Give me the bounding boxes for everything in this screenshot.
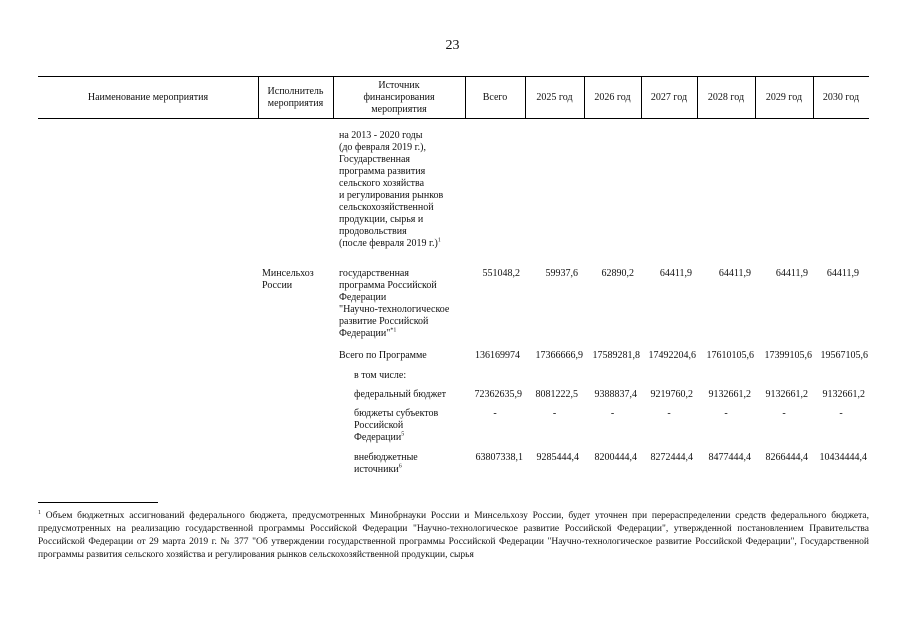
table-cell: 17399105,6 bbox=[764, 350, 812, 361]
table-cell: 9285444,4 bbox=[536, 452, 579, 463]
footnote-ref: 5 bbox=[401, 431, 405, 438]
table-cell: 9388837,4 bbox=[594, 389, 637, 400]
table-cell: 8477444,4 bbox=[708, 452, 751, 463]
table-cell: 17589281,8 bbox=[592, 350, 640, 361]
table-cell: - bbox=[552, 408, 557, 419]
page-number: 23 bbox=[445, 38, 460, 53]
total-row-label: Всего по Программе bbox=[339, 350, 427, 361]
table-cell: 64411,9 bbox=[659, 268, 692, 279]
header-year-2026: 2026 год bbox=[594, 92, 631, 103]
header-year-2029: 2029 год bbox=[765, 92, 803, 103]
table-cell: 8200444,4 bbox=[594, 452, 637, 463]
table-cell: 10434444,4 bbox=[819, 452, 867, 463]
table-cell: - bbox=[493, 408, 497, 419]
footnote-ref: 1 bbox=[437, 237, 441, 244]
table-cell: - bbox=[839, 408, 843, 419]
header-executor: Исполнитель мероприятия bbox=[267, 86, 324, 109]
table-cell: - bbox=[667, 408, 671, 419]
table-cell: 9132661,2 bbox=[708, 389, 751, 400]
table-header-bottom-rule bbox=[38, 118, 869, 119]
footnote-ref: 6 bbox=[398, 463, 402, 470]
footnote-text: Объем бюджетных ассигнований федерального бюджета, предусмотренных Минобрнауки России и Минсельхозу России, будет уточнен при перераспределении средств федерального бюджета, предусмотренных на реализацию государственной программы Российской Федерации "Научно-технологическое развитие Российской Федерации", утвержденной постановлением Правительства Российской Федерации от 29 марта 2019 г. № 377 "Об утверждении государственной программы Российской Федерации "Научно-технологическое развитие Российской Федерации", Государственной программы развития сельского хозяйства и регулирования рынков сельскохозяйственной продукции, сырья bbox=[38, 511, 869, 560]
header-activity-name: Наименование мероприятия bbox=[87, 92, 209, 103]
table-cell: 9132661,2 bbox=[765, 389, 808, 400]
extrabudgetary-row-label: внебюджетные источники$^6$ bbox=[354, 452, 418, 475]
table-cell: 17492204,6 bbox=[648, 350, 696, 361]
header-year-2027: 2027 год bbox=[650, 92, 688, 103]
table-cell: 9132661,2 bbox=[822, 389, 865, 400]
footnote-ref: 1 bbox=[38, 509, 41, 516]
header-funding-source: Источник финансирования мероприятия bbox=[363, 80, 435, 115]
table-cell: - bbox=[610, 408, 615, 419]
table-cell: 17366666,9 bbox=[535, 350, 583, 361]
table-cell: 8272444,4 bbox=[650, 452, 693, 463]
table-cell: 17610105,6 bbox=[706, 350, 754, 361]
funding-source-continuation: на 2013 - 2020 годы (до февраля 2019 г.), Государственная программа развития сельского хозяйства и регулирования рынков сельскохозяйственной продукции, сырья и продовольствия (после февраля 2019 г.)$^1$ bbox=[339, 130, 444, 249]
table-cell: 64411,9 bbox=[775, 268, 808, 279]
table-cell: 62890,2 bbox=[601, 268, 634, 279]
table-cell: 8081222,5 bbox=[535, 389, 578, 400]
table-cell: 8266444,4 bbox=[765, 452, 808, 463]
including-label: в том числе: bbox=[354, 370, 407, 381]
footnote-ref: *1 bbox=[390, 327, 397, 334]
footnote-separator bbox=[38, 502, 158, 503]
table-cell: - bbox=[724, 408, 728, 419]
table-cell: 72362635,9 bbox=[474, 389, 522, 400]
table-cell: 136169974 bbox=[475, 350, 520, 361]
footnote bbox=[38, 510, 869, 562]
header-year-2028: 2028 год bbox=[707, 92, 745, 103]
table-cell: 9219760,2 bbox=[650, 389, 693, 400]
table-cell: 64411,9 bbox=[826, 268, 859, 279]
table-cell: - bbox=[782, 408, 786, 419]
table-header-top-rule bbox=[38, 76, 869, 77]
table-cell: 64411,9 bbox=[718, 268, 751, 279]
program-row-source: государственная программа Российской Федерации "Научно-технологическое развитие Российской Федерации"$^{*1}$ bbox=[339, 268, 450, 339]
header-total: Всего bbox=[482, 92, 508, 103]
executor-name: Минсельхоз России bbox=[262, 268, 314, 291]
table-cell: 19567105,6 bbox=[820, 350, 868, 361]
table-cell: 551048,2 bbox=[482, 268, 520, 279]
regional-row-label: бюджеты субъектов Российской Федерации$^5$ bbox=[354, 408, 439, 443]
header-year-2030: 2030 год bbox=[822, 92, 860, 103]
table-cell: 63807338,1 bbox=[475, 452, 523, 463]
header-year-2025: 2025 год bbox=[536, 92, 573, 103]
table-cell: 59937,6 bbox=[545, 268, 578, 279]
federal-row-label: федеральный бюджет bbox=[354, 389, 447, 400]
